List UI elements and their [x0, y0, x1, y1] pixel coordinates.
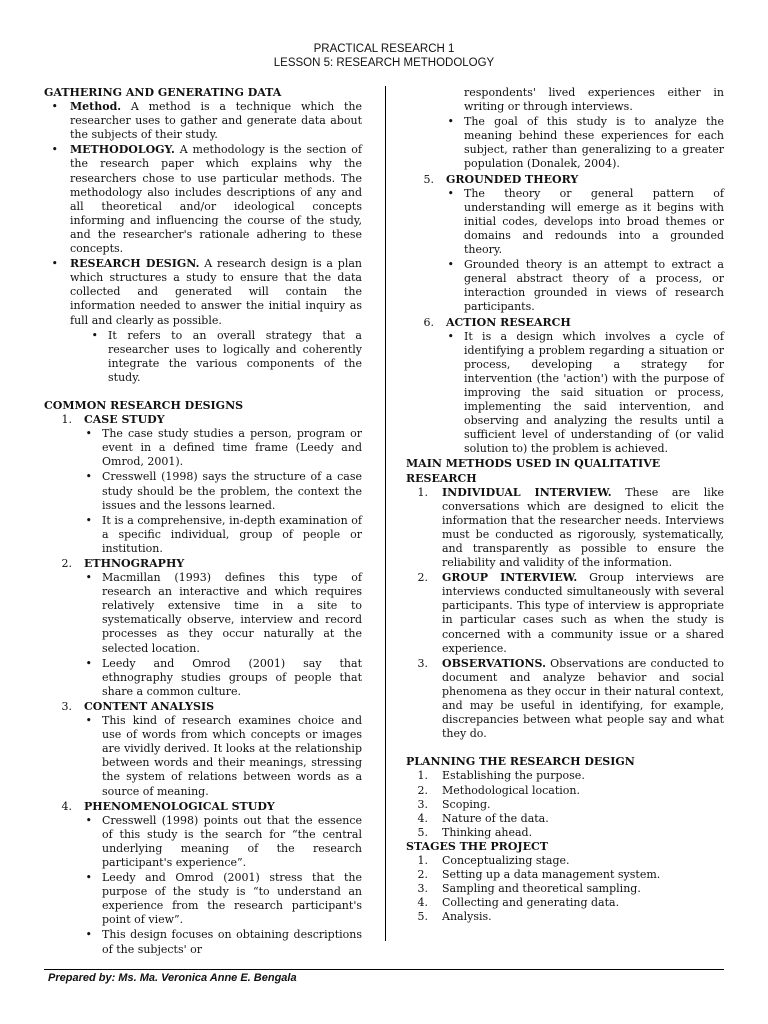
bullet-icon: • — [85, 427, 92, 441]
list-item: • This kind of research examines choice and use of words from which concepts or images are vividly derived. It looks at the relationship between words and their meanings, stressing the system of relations between words as a source of meaning. — [44, 714, 362, 799]
term-observations: OBSERVATIONS. — [442, 656, 546, 670]
section-gathering-title: GATHERING AND GENERATING DATA — [44, 86, 282, 99]
footer-rule — [44, 969, 724, 970]
design-heading: 5. GROUNDED THEORY — [423, 172, 579, 186]
term-method: Method. — [70, 100, 122, 114]
bullet-icon: • — [91, 328, 98, 342]
bullet-icon: • — [447, 115, 454, 129]
list-item: 2. Setting up a data management system. — [417, 868, 661, 882]
column-divider — [385, 86, 386, 941]
list-item: 4. Collecting and generating data. — [417, 896, 620, 910]
design-heading: 2. ETHNOGRAPHY — [61, 557, 185, 570]
bullet-icon: • — [447, 329, 454, 343]
design-heading: 3. CONTENT ANALYSIS — [61, 699, 215, 713]
list-item: 4. Nature of the data. — [417, 811, 549, 825]
bullet-icon: • — [85, 470, 92, 484]
list-item: • This design focuses on obtaining descriptions of the subjects' or — [44, 928, 362, 956]
list-item: 5. Thinking ahead. — [417, 825, 533, 839]
list-item: • Cresswell (1998) points out that the essence of this study is the search for “the central underlying meaning of the research participant's experience”. — [44, 814, 362, 870]
page-title: PRACTICAL RESEARCH 1 — [313, 43, 455, 55]
bullet-icon: • — [447, 258, 454, 272]
bullet-icon: • — [51, 257, 58, 271]
section-stages-title: STAGES THE PROJECT — [406, 839, 548, 853]
list-item: • Cresswell (1998) says the structure of a case study should be the problem, the context the issues and the lessons learned. — [44, 470, 362, 512]
list-item: • METHODOLOGY. A methodology is the section of the research paper which explains why the researchers chose to use particular methods. The methodology also includes descriptions of any and all theoretical and/or ideological concepts informing and influencing the course of the study, and the researcher's rationale adhering to these concepts. — [44, 143, 362, 256]
list-item: 3. Sampling and theoretical sampling. — [417, 882, 641, 896]
bullet-icon: • — [85, 513, 92, 527]
footer-credit: Prepared by: Ms. Ma. Veronica Anne E. Bengala — [48, 972, 297, 984]
list-item: 1. INDIVIDUAL INTERVIEW. These are like conversations which are designed to elicit the information that the researcher needs. Interviews must be conducted as rigorously, systematically, and transparently as possible to ensure the reliability and validity of the information. — [417, 485, 724, 570]
bullet-icon: • — [85, 813, 92, 827]
list-item: 2. GROUP INTERVIEW. Group interviews are interviews conducted simultaneously with several participants. This type of interview is appropriate in particular cases such as when the study is concerned with a community issue or a shared experience. — [417, 571, 724, 655]
list-item: 1. Conceptualizing stage. — [417, 853, 570, 867]
list-item: • The theory or general pattern of understanding will emerge as it begins with initial codes, develops into broad themes or domains and redounds into a grounded theory. — [406, 187, 724, 257]
list-item: 5. Analysis. — [417, 910, 492, 924]
list-item: • Macmillan (1993) defines this type of research an interactive and which requires relatively extensive time in a site to systematically observe, interview and record processes as they occur naturally at the selected location. — [44, 571, 362, 656]
list-item: 3. OBSERVATIONS. Observations are conducted to document and analyze behavior and social phenomena as they occur in their natural context, and may be useful in identifying, for example, discrepancies between what people say and what they do. — [417, 656, 724, 741]
list-item: 2. Methodological location. — [417, 783, 580, 797]
term-individual-interview: INDIVIDUAL INTERVIEW. — [442, 485, 612, 499]
term-group-interview: GROUP INTERVIEW. — [442, 571, 578, 585]
term-methodology: METHODOLOGY. — [70, 143, 175, 157]
design-heading: 4. PHENOMENOLOGICAL STUDY — [61, 799, 275, 813]
page-header — [0, 42, 768, 70]
section-methods-title: MAIN METHODS USED IN QUALITATIVE RESEARCH — [406, 457, 661, 485]
bullet-icon: • — [51, 100, 58, 114]
term-research-design: RESEARCH DESIGN. — [70, 257, 200, 271]
list-item: • It is a design which involves a cycle of identifying a problem regarding a situation or process, developing a strategy for intervention (the 'action') with the purpose of improving the said situation or process, implementing the said intervention, and observing and analyzing the results until a sufficient level of understanding of (or valid solution to) the problem is achieved. — [406, 330, 724, 457]
section-planning-title: PLANNING THE RESEARCH DESIGN — [406, 755, 635, 769]
bullet-icon: • — [51, 143, 58, 157]
list-item: • It refers to an overall strategy that a researcher uses to logically and coherently integrate the various components of the study. — [44, 329, 362, 385]
bullet-icon: • — [447, 186, 454, 200]
list-item: • Leedy and Omrod (2001) say that ethnography studies groups of people that share a common culture. — [44, 657, 362, 699]
list-item-continued: respondents' lived experiences either in writing or through interviews. — [464, 86, 724, 114]
bullet-icon: • — [85, 928, 92, 942]
list-item: • The goal of this study is to analyze the meaning behind these experiences for each subject, rather than generalizing to a greater population (Donalek, 2004). — [406, 115, 724, 171]
list-item: • It is a comprehensive, in-depth examination of a specific individual, group of people or institution. — [44, 514, 362, 556]
design-heading: 6. ACTION RESEARCH — [423, 315, 571, 329]
list-item: 1. Establishing the purpose. — [417, 769, 585, 783]
list-item: • Leedy and Omrod (2001) stress that the purpose of the study is “to understand an experience from the research participant's point of view”. — [44, 871, 362, 927]
list-item: 3. Scoping. — [417, 797, 491, 811]
bullet-icon: • — [85, 714, 92, 728]
list-item: • The case study studies a person, program or event in a defined time frame (Leedy and Omrod, 2001). — [44, 427, 362, 469]
lesson-title: LESSON 5: RESEARCH METHODOLOGY — [273, 57, 495, 69]
section-designs-title: COMMON RESEARCH DESIGNS — [44, 398, 244, 412]
bullet-icon: • — [85, 656, 92, 670]
list-item: • Method. A method is a technique which the researcher uses to gather and generate data about the subjects of their study. — [44, 100, 362, 142]
left-column — [44, 86, 362, 958]
bullet-icon: • — [85, 571, 92, 585]
right-column — [406, 86, 724, 924]
list-item: • RESEARCH DESIGN. A research design is a plan which structures a study to ensure that the data collected and generated will contain the information needed to answer the initial inquiry as full and clearly as possible. — [44, 257, 362, 327]
design-heading: 1. CASE STUDY — [61, 413, 165, 427]
bullet-icon: • — [85, 871, 92, 885]
list-item: • Grounded theory is an attempt to extract a general abstract theory of a process, or interaction grounded in views of research participants. — [406, 258, 724, 314]
